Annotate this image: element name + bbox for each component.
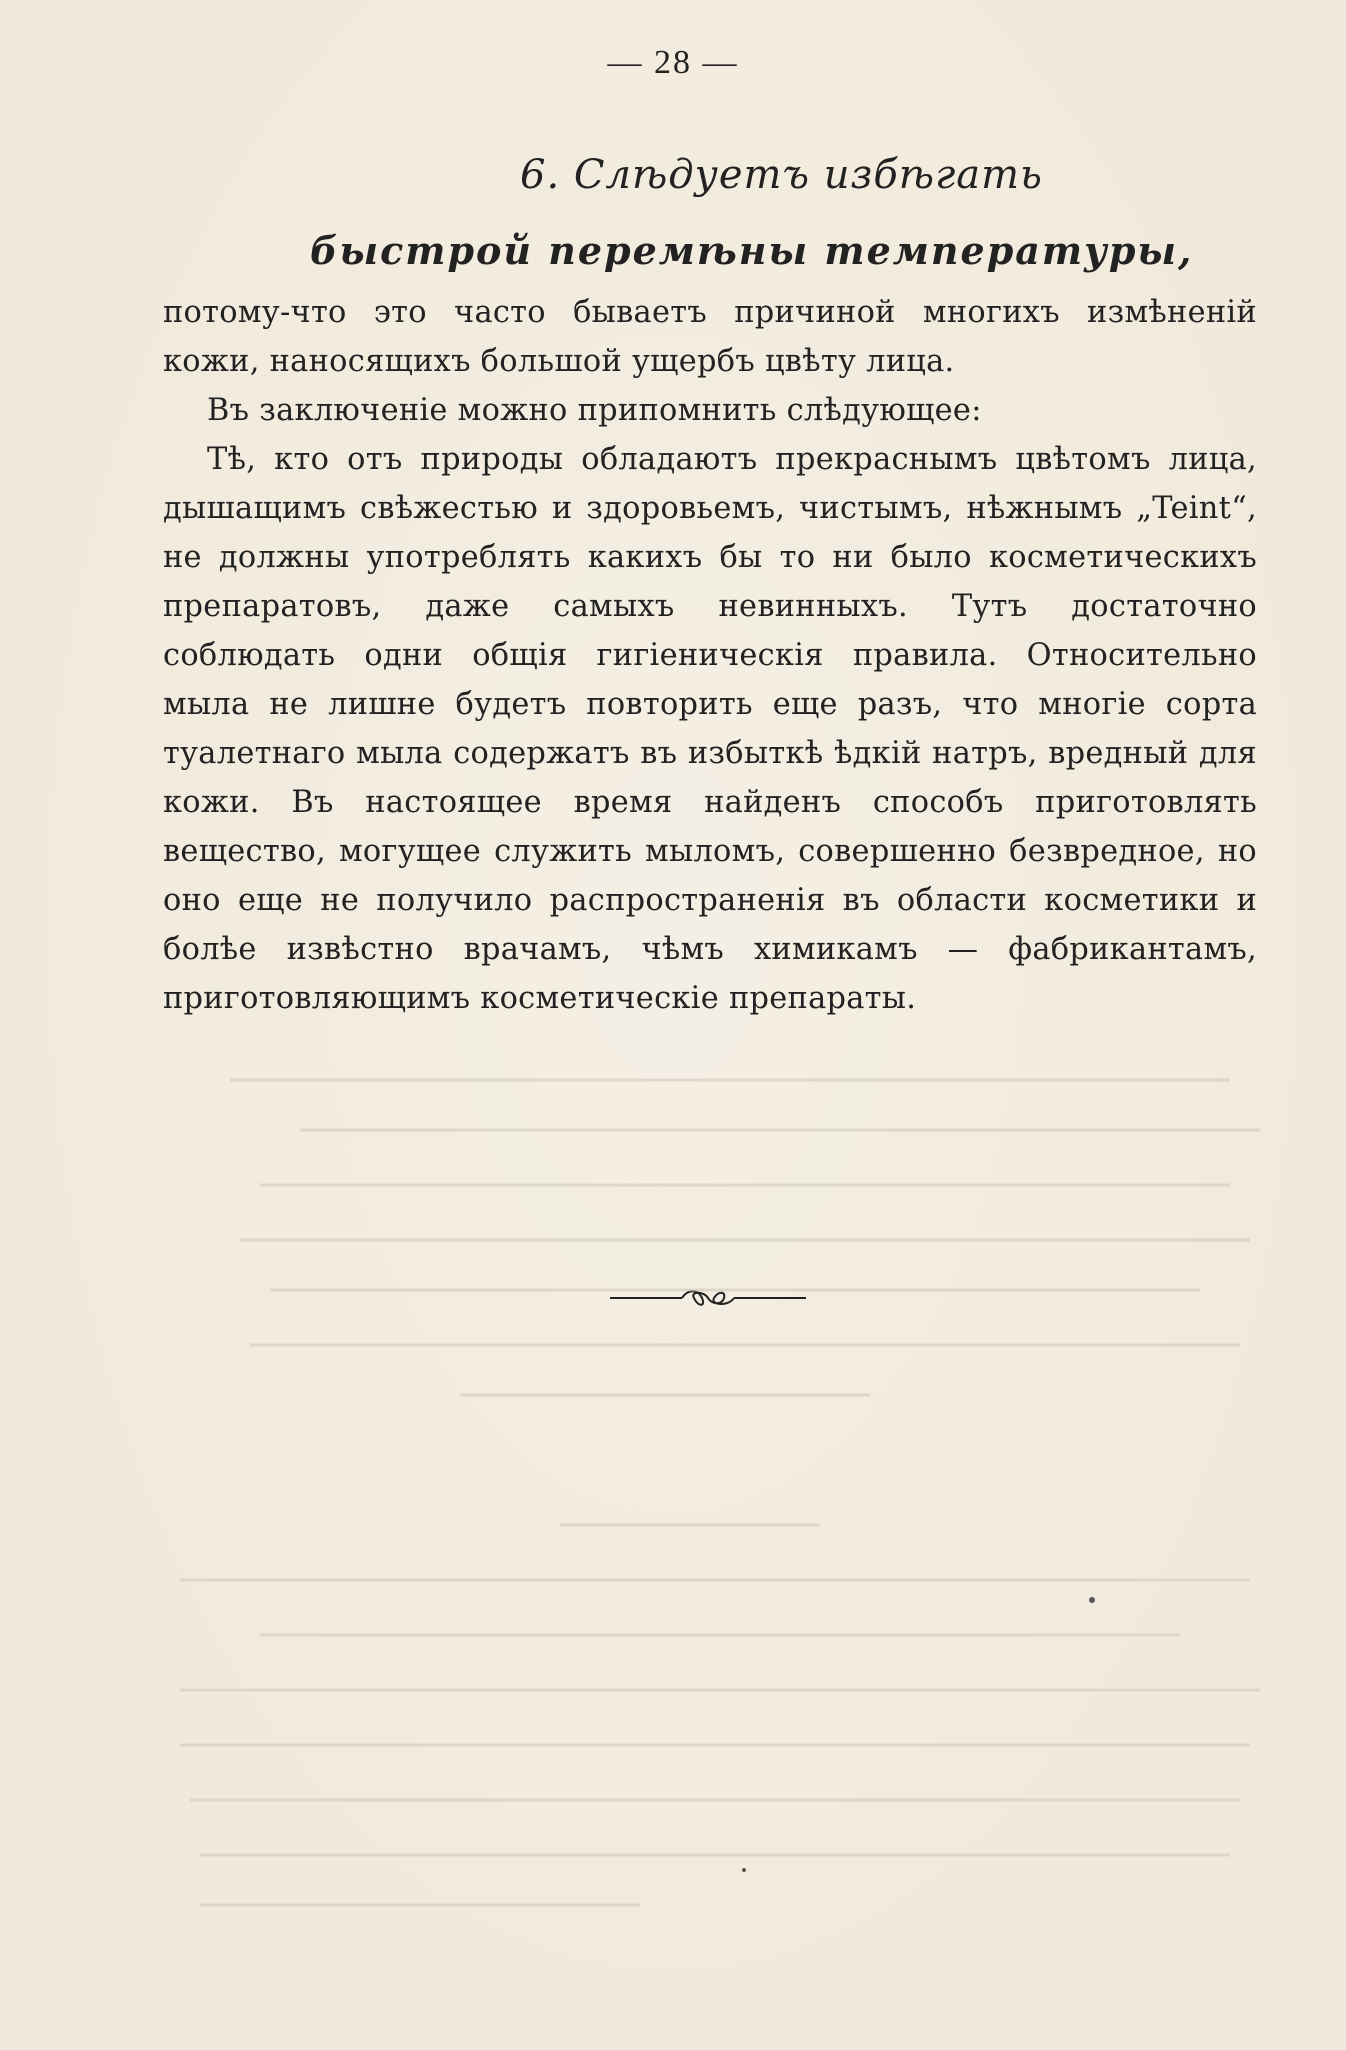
paragraph: потому-что это часто бываетъ причиной многихъ измѣненій кожи, наносящихъ большой ущербъ цвѣту лица. [163,295,1257,379]
paragraph: Тѣ, кто отъ природы обладаютъ прекраснымъ цвѣтомъ лица, дышащимъ свѣжестью и здоровьемъ, чистымъ, нѣжнымъ „Teint“, не должны употреблять какихъ бы то ни было косметическихъ препаратовъ, даже самыхъ невинныхъ. Тутъ достаточно соблюдать одни общія гигіеническія правила. Относительно мыла не лишне будетъ повторить еще разъ, что многіе сорта туалетнаго мыла содержатъ въ избыткѣ ѣдкій натръ, вредный для кожи. Въ настоящее время найденъ способъ приготовлять вещество, могущее служить мыломъ, совершенно безвредное, но оно еще не получило распространенія въ области косметики и болѣе извѣстно врачамъ, чѣмъ химикамъ — фабрикантамъ, приготовляющимъ косметическіе препараты. [163,442,1257,1016]
section-heading-line1 [520,152,1120,198]
page-number: — 28 — [607,44,739,81]
section-number: 6. [520,152,561,198]
section-heading-line2: быстрой перемѣны температуры, [310,228,1194,273]
ornament-divider-icon [610,1285,806,1311]
section-heading-text: Слѣдуетъ избѣгать [573,152,1043,198]
paragraph: Въ заключеніе можно припомнить слѣдующее: [207,393,982,428]
body-text [163,288,1257,1023]
